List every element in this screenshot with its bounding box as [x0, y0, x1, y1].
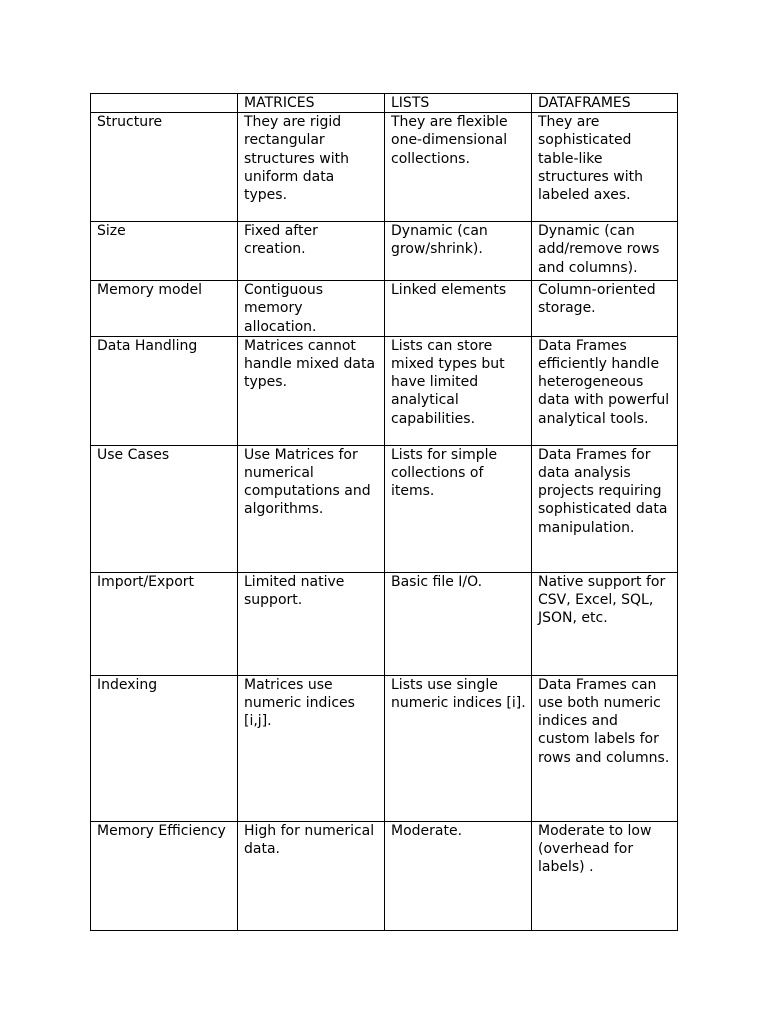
table-row: [91, 675, 678, 821]
table-cell: Column-oriented storage.: [532, 281, 678, 337]
header-cell-lists: LISTS: [385, 94, 532, 113]
table-cell: Dynamic (can add/remove rows and columns).: [532, 222, 678, 281]
table-row: [91, 336, 678, 445]
table-cell: High for numerical data.: [238, 821, 385, 930]
row-label: Memory model: [91, 281, 238, 337]
row-label: Size: [91, 222, 238, 281]
comparison-table: [90, 93, 678, 931]
table-cell: Native support for CSV, Excel, SQL, JSON, etc.: [532, 572, 678, 675]
table-row: [91, 821, 678, 930]
header-cell-dataframes: DATAFRAMES: [532, 94, 678, 113]
header-cell-empty: [91, 94, 238, 113]
table-row: [91, 113, 678, 222]
table-cell: Basic file I/O.: [385, 572, 532, 675]
table-cell: Contiguous memory allocation.: [238, 281, 385, 337]
header-cell-matrices: MATRICES: [238, 94, 385, 113]
table-cell: They are rigid rectangular structures with uniform data types.: [238, 113, 385, 222]
header-row: [91, 94, 678, 113]
table-cell: Moderate.: [385, 821, 532, 930]
table-cell: Limited native support.: [238, 572, 385, 675]
table-cell: Data Frames can use both numeric indices and custom labels for rows and columns.: [532, 675, 678, 821]
table-row: [91, 572, 678, 675]
table-row: [91, 222, 678, 281]
table-cell: Fixed after creation.: [238, 222, 385, 281]
table-row: [91, 281, 678, 337]
table-cell: Data Frames for data analysis projects requiring sophisticated data manipulation.: [532, 445, 678, 572]
table-cell: Lists use single numeric indices [i].: [385, 675, 532, 821]
row-label: Structure: [91, 113, 238, 222]
table-cell: Data Frames efficiently handle heterogeneous data with powerful analytical tools.: [532, 336, 678, 445]
table-cell: Use Matrices for numerical computations and algorithms.: [238, 445, 385, 572]
row-label: Indexing: [91, 675, 238, 821]
row-label: Use Cases: [91, 445, 238, 572]
row-label: Data Handling: [91, 336, 238, 445]
table-cell: Matrices cannot handle mixed data types.: [238, 336, 385, 445]
table-cell: Matrices use numeric indices [i,j].: [238, 675, 385, 821]
table-row: [91, 445, 678, 572]
table-cell: They are flexible one-dimensional collections.: [385, 113, 532, 222]
table-cell: Moderate to low (overhead for labels) .: [532, 821, 678, 930]
table-cell: Lists for simple collections of items.: [385, 445, 532, 572]
row-label: Import/Export: [91, 572, 238, 675]
table-cell: Dynamic (can grow/shrink).: [385, 222, 532, 281]
table-cell: Lists can store mixed types but have limited analytical capabilities.: [385, 336, 532, 445]
table-cell: Linked elements: [385, 281, 532, 337]
row-label: Memory Efficiency: [91, 821, 238, 930]
table-cell: They are sophisticated table-like structures with labeled axes.: [532, 113, 678, 222]
